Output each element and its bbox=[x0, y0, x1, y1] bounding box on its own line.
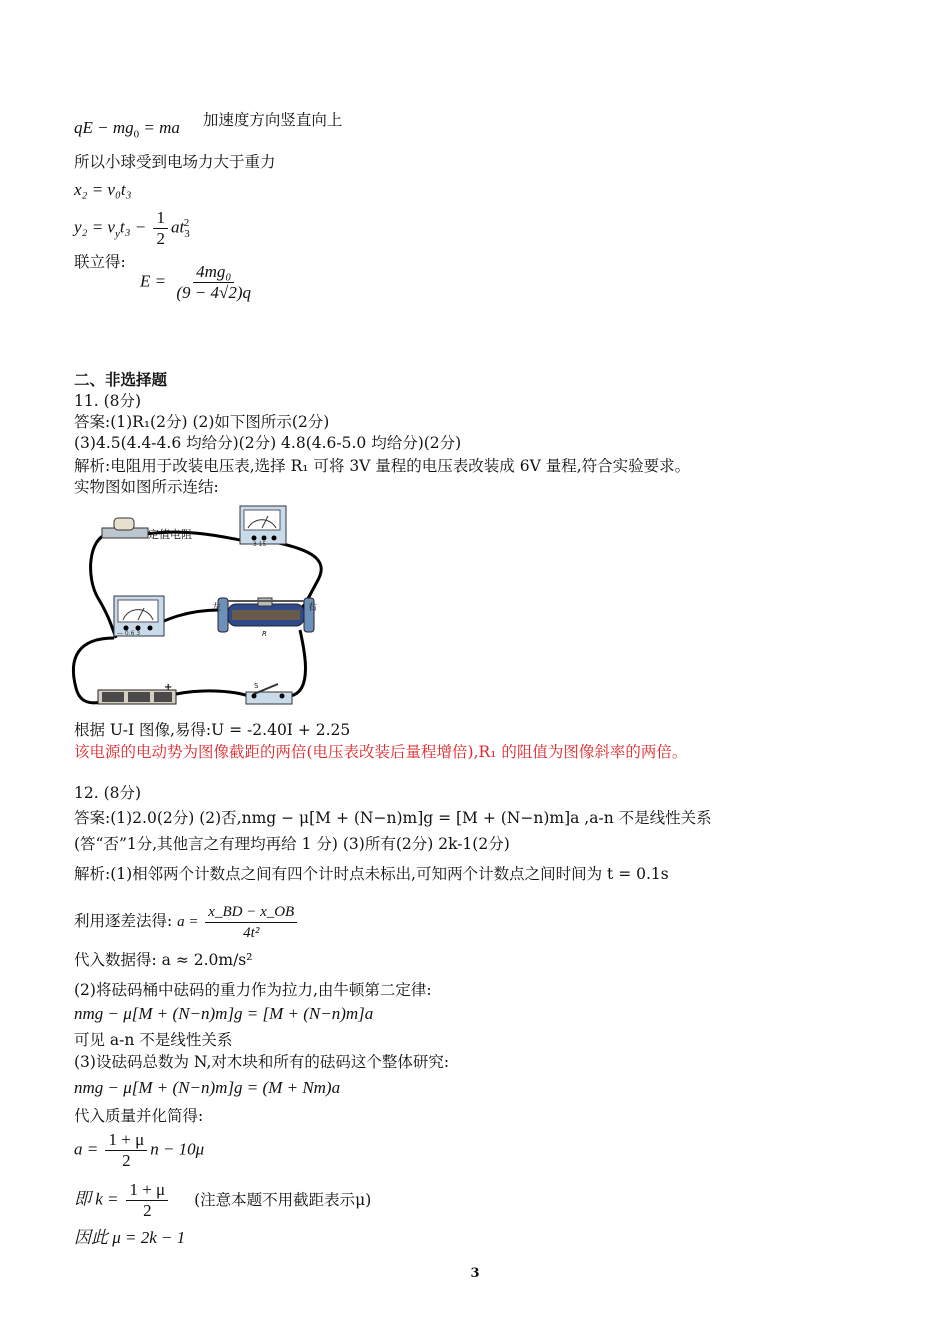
switch bbox=[246, 684, 292, 704]
wire-resistor-ammeter bbox=[91, 534, 116, 638]
rheostat bbox=[218, 598, 314, 632]
page-number: 3 bbox=[470, 1266, 480, 1281]
rheostat-right-label: 右 bbox=[308, 603, 318, 613]
equation-k: 即 k = $\frac{1 + \mu}{2}$ (注意本题不用截距表示μ) bbox=[74, 1180, 372, 1220]
q12-simplify: 代入质量并化简得: bbox=[74, 1107, 204, 1125]
equation-E: E = $\frac{\text{4mg₀}}{(9 - 4√2)q}$ bbox=[140, 262, 251, 302]
q11-ui-equation: 根据 U-I 图像,易得:U = -2.40I + 2.25 bbox=[74, 721, 351, 739]
circuit-diagram bbox=[68, 498, 338, 716]
q11-answer-1: 答案:(1)R₁(2分) (2)如下图所示(2分) bbox=[74, 413, 330, 431]
rheostat-left-label: 左 bbox=[212, 603, 222, 613]
equation-mu: 因此 μ = 2k − 1 bbox=[74, 1228, 186, 1247]
q12-part2-intro: (2)将砝码桶中砝码的重力作为拉力,由牛顿第二定律: bbox=[74, 981, 432, 999]
q12-title: 12. (8分) bbox=[74, 784, 142, 802]
q12-part3-intro: (3)设砝码总数为 N,对木块和所有的砝码这个整体研究: bbox=[74, 1053, 450, 1071]
q12-answer-2: (答“否”1分,其他言之有理均再给 1 分) (3)所有(2分) 2k-1(2分) bbox=[74, 835, 510, 853]
battery-plus: + bbox=[164, 682, 173, 693]
combine-label: 联立得: bbox=[74, 253, 126, 271]
q11-title: 11. (8分) bbox=[74, 392, 142, 410]
q12-answer-1: 答案:(1)2.0(2分) (2)否,nmg − μ[M + (N−n)m]g = [M + (N−n)m]a ,a-n 不是线性关系 bbox=[74, 809, 712, 827]
equation-a: a = $\frac{1 + \mu}{2}$ n − 10μ bbox=[74, 1130, 205, 1170]
q12-part2-note: 可见 a-n 不是线性关系 bbox=[74, 1031, 233, 1049]
voltmeter bbox=[240, 506, 286, 548]
q11-answer-2: (3)4.5(4.4-4.6 均给分)(2分) 4.8(4.6-5.0 均给分)(2分) bbox=[74, 434, 462, 452]
equation-x2: x₂ = v₀t₃ bbox=[74, 180, 132, 199]
force-conclusion: 所以小球受到电场力大于重力 bbox=[74, 153, 276, 171]
rheostat-R-label: R bbox=[262, 630, 267, 638]
q12-part2-equation: nmg − μ[M + (N−n)m]g = [M + (N−n)m]a bbox=[74, 1004, 374, 1023]
accel-note: 加速度方向竖直向上 bbox=[202, 111, 343, 129]
resistor-label: 定值电阻 bbox=[148, 528, 192, 541]
q11-red-note: 该电源的电动势为图像截距的两倍(电压表改装后量程增倍),R₁ 的阻值为图像斜率的两倍。 bbox=[74, 743, 688, 761]
q12-diff-method: 利用逐差法得: a = $\frac{x\_BD - x\_OB}{\text{4t²}}$ bbox=[74, 902, 300, 943]
ammeter bbox=[114, 596, 164, 637]
equation-qE: qE − $mg_0$ = ma 加速度方向竖直向上 bbox=[74, 111, 343, 141]
section-heading: 二、非选择题 bbox=[74, 370, 168, 389]
equation-y2: $y_2 = v_yt_3$ − $\frac{1}{2}$ $at_3^2$ bbox=[74, 208, 190, 248]
q11-explanation-1: 解析:电阻用于改装电压表,选择 R₁ 可将 3V 量程的电压表改装成 6V 量程,符合实验要求。 bbox=[74, 457, 691, 475]
q12-explanation-1: 解析:(1)相邻两个计数点之间有四个计时点未标出,可知两个计数点之间时间为 t = 0.1s bbox=[74, 865, 669, 883]
q12-substitute: 代入数据得: a ≈ 2.0m/s² bbox=[74, 951, 253, 969]
wire-switch-rheostat bbox=[290, 630, 306, 696]
voltmeter-scale: — 3 15 bbox=[245, 541, 267, 548]
wire-battery-switch bbox=[176, 691, 248, 696]
switch-label: S bbox=[254, 682, 259, 690]
ammeter-scale: — 0.6 3 bbox=[117, 630, 141, 637]
q12-part3-equation: nmg − μ[M + (N−n)m]g = (M + Nm)a bbox=[74, 1078, 341, 1097]
q11-explanation-2: 实物图如图所示连结: bbox=[74, 478, 219, 496]
fixed-resistor bbox=[102, 518, 148, 538]
